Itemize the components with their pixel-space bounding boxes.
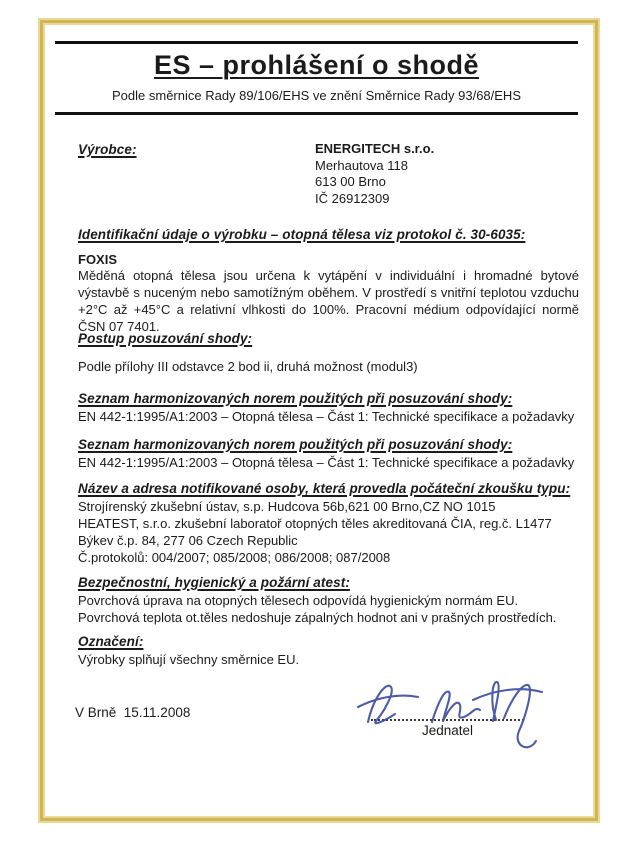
signature-stroke-middle bbox=[432, 692, 480, 722]
standards-text-1: EN 442-1:1995/A1:2003 – Otopná tělesa – Část 1: Technické specifikace a požadavky bbox=[78, 409, 575, 424]
header-bottom-rule bbox=[55, 112, 578, 115]
notified-body-heading: Název a adresa notifikované osoby, která provedla počáteční zkoušku typu: bbox=[78, 481, 571, 496]
attest-line-1: Povrchová úprava na otopných tělesech odpovídá hygienickým normám EU. bbox=[78, 593, 519, 608]
attest-heading: Bezpečnostní, hygienický a požární atest: bbox=[78, 575, 350, 590]
attest-block bbox=[78, 592, 579, 626]
notified-body-line-3: Býkev č.p. 84, 277 06 Czech Republic bbox=[78, 533, 298, 548]
signer-title: Jednatel bbox=[421, 723, 474, 738]
procedure-heading: Postup posuzování shody: bbox=[78, 331, 253, 346]
place-and-date: V Brně 15.11.2008 bbox=[75, 705, 191, 720]
notified-body-line-1: Strojírenský zkušební ústav, s.p. Hudcova 56b,621 00 Brno,CZ NO 1015 bbox=[78, 499, 496, 514]
manufacturer-block bbox=[315, 141, 434, 207]
product-name: FOXIS bbox=[78, 252, 118, 267]
manufacturer-reg-number: IČ 26912309 bbox=[315, 190, 390, 206]
standards-text-2: EN 442-1:1995/A1:2003 – Otopná tělesa – Část 1: Technické specifikace a požadavky bbox=[78, 455, 575, 470]
manufacturer-name: ENERGITECH s.r.o. bbox=[315, 141, 435, 156]
signature-stroke-top-flourish bbox=[473, 689, 542, 700]
page-title: ES – prohlášení o shodě bbox=[153, 50, 480, 80]
signature-stroke-left bbox=[368, 686, 395, 724]
header-top-rule bbox=[55, 41, 578, 44]
standards-heading-1: Seznam harmonizovaných norem použitých při posuzování shody: bbox=[78, 391, 513, 406]
signature-stroke-ascender bbox=[492, 682, 498, 721]
marking-heading: Označení: bbox=[78, 634, 144, 649]
manufacturer-city: 613 00 Brno bbox=[315, 174, 386, 189]
procedure-text: Podle přílohy III odstavce 2 bod ii, druhá možnost (modul3) bbox=[78, 359, 418, 374]
marking-text: Výrobky splňují všechny směrnice EU. bbox=[78, 652, 300, 667]
signature-stroke-tail bbox=[504, 685, 536, 747]
product-identification-heading: Identifikační údaje o výrobku – otopná tělesa viz protokol č. 30-6035: bbox=[78, 227, 526, 242]
attest-line-2: Povrchová teplota ot.těles nedoshuje zápalných hodnot ani v prašných prostředích. bbox=[78, 610, 557, 625]
product-description: Měděná otopná tělesa jsou určena k vytápění v individuální i hromadné bytové výstavbě s nuceným nebo samotížným oběhem. V prostředí s vnitřní teplotou vzduchu +2°C až +45°C a relativní vlhkosti do 100%. Pracovní médium odpovídající normě ČSN 07 7401. bbox=[78, 268, 579, 334]
manufacturer-label: Výrobce: bbox=[78, 142, 137, 157]
standards-heading-2: Seznam harmonizovaných norem použitých při posuzování shody: bbox=[78, 437, 513, 452]
handwritten-signature bbox=[352, 676, 557, 766]
manufacturer-street: Merhautova 118 bbox=[315, 157, 408, 173]
notified-body-line-2: HEATEST, s.r.o. zkušební laboratoř otopných těles akreditovaná ČIA, reg.č. L1477 bbox=[78, 516, 552, 531]
page-subtitle: Podle směrnice Rady 89/106/EHS ve znění Směrnice Rady 93/68/EHS bbox=[112, 88, 521, 103]
notified-body-block bbox=[78, 498, 579, 566]
notified-body-protocols: Č.protokolů: 004/2007; 085/2008; 086/2008; 087/2008 bbox=[78, 550, 391, 565]
